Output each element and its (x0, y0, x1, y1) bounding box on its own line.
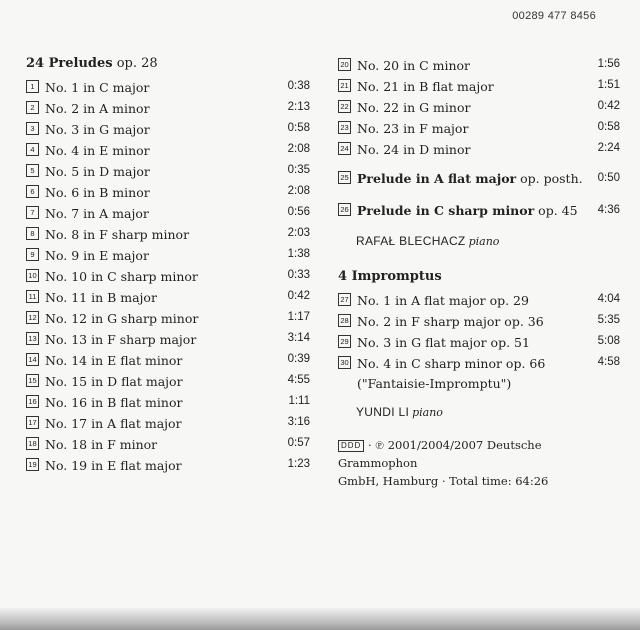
track-number-box: 17 (26, 416, 39, 429)
track-title: Prelude in A flat major op. posth. (357, 170, 583, 186)
track-row-1 (26, 76, 310, 97)
track-title: No. 23 in F major (357, 121, 469, 136)
track-title: No. 19 in E flat major (45, 458, 182, 473)
track-number-box: 2 (26, 101, 39, 114)
track-number-box: 27 (338, 293, 351, 306)
track-title: No. 1 in A flat major op. 29 (357, 293, 529, 308)
track-duration: 2:13 (287, 101, 310, 113)
track-number-box: 13 (26, 332, 39, 345)
track-row-17 (26, 412, 310, 433)
track-title: No. 10 in C sharp minor (45, 269, 198, 284)
track-duration: 3:14 (287, 332, 310, 344)
track-row-29 (338, 331, 620, 352)
page-bottom-edge (0, 608, 640, 630)
copyright-line-1: · ℗ 2001/2004/2007 Deutsche Grammophon (338, 438, 542, 470)
track-number-box: 20 (338, 58, 351, 71)
track-number-box: 7 (26, 206, 39, 219)
track-title: No. 21 in B flat major (357, 79, 494, 94)
track-duration: 2:08 (287, 185, 310, 197)
track-title: No. 1 in C major (45, 80, 150, 95)
track-number-box: 11 (26, 290, 39, 303)
track-duration: 1:38 (287, 248, 310, 260)
track-duration: 5:08 (597, 335, 620, 347)
track-duration: 0:38 (287, 80, 310, 92)
track-number-box: 15 (26, 374, 39, 387)
track-row-30 (338, 352, 620, 373)
track-number-box: 10 (26, 269, 39, 282)
track-number-box: 26 (338, 203, 351, 216)
track-duration: 2:03 (287, 227, 310, 239)
track-row-5 (26, 160, 310, 181)
track-title: No. 6 in B minor (45, 185, 150, 200)
track-row-15 (26, 370, 310, 391)
track-number-box: 24 (338, 142, 351, 155)
track-row-20 (338, 54, 620, 75)
track-title: No. 17 in A flat major (45, 416, 182, 431)
track-duration: 0:57 (287, 437, 310, 449)
track-row-14 (26, 349, 310, 370)
track-duration: 4:04 (597, 293, 620, 305)
track-duration: 1:23 (287, 458, 310, 470)
track-title: No. 12 in G sharp minor (45, 311, 199, 326)
track-duration: 0:58 (597, 121, 620, 133)
track-number-box: 22 (338, 100, 351, 113)
copyright-line-2: GmbH, Hamburg · Total time: 64:26 (338, 474, 549, 488)
track-title: No. 2 in F sharp major op. 36 (357, 314, 544, 329)
track-row-18 (26, 433, 310, 454)
track-duration: 0:33 (287, 269, 310, 281)
artist-blechacz: RAFAŁ BLECHACZ piano (356, 234, 500, 248)
track-duration: 0:50 (597, 172, 620, 184)
ddd-badge: DDD (338, 440, 364, 452)
track-title: No. 24 in D minor (357, 142, 471, 157)
track-row-6 (26, 181, 310, 202)
track-number-box: 23 (338, 121, 351, 134)
copyright-footer (338, 436, 620, 490)
track-title: No. 3 in G major (45, 122, 150, 137)
track-title: No. 11 in B major (45, 290, 157, 305)
track-number-box: 18 (26, 437, 39, 450)
preludes-track-list-right (338, 54, 620, 159)
track-row-13 (26, 328, 310, 349)
track-duration: 2:24 (597, 142, 620, 154)
track-row-28 (338, 310, 620, 331)
track-title: No. 14 in E flat minor (45, 353, 183, 368)
track-number-box: 16 (26, 395, 39, 408)
track-number-box: 3 (26, 122, 39, 135)
track-duration: 1:56 (597, 58, 620, 70)
track-row-2 (26, 97, 310, 118)
track-number-box: 12 (26, 311, 39, 324)
preludes-title: 24 Preludes (26, 56, 113, 71)
preludes-heading (26, 54, 310, 74)
track-title: No. 7 in A major (45, 206, 149, 221)
track-row-12 (26, 307, 310, 328)
track-duration: 0:58 (287, 122, 310, 134)
track-title: No. 4 in E minor (45, 143, 150, 158)
track-title: Prelude in C sharp minor op. 45 (357, 202, 578, 218)
track-row-4 (26, 139, 310, 160)
track-title: No. 20 in C minor (357, 58, 471, 73)
track-duration: 0:56 (287, 206, 310, 218)
track-title: No. 8 in F sharp minor (45, 227, 190, 242)
preludes-track-list-left (26, 76, 310, 475)
track-duration: 0:42 (287, 290, 310, 302)
track-row-21 (338, 75, 620, 96)
track-number-box: 19 (26, 458, 39, 471)
track-duration: 4:58 (597, 356, 620, 368)
track-number-box: 25 (338, 171, 351, 184)
track-number-box: 14 (26, 353, 39, 366)
track-row-11 (26, 286, 310, 307)
track-number-box: 1 (26, 80, 39, 93)
track-row-26 (338, 197, 620, 223)
track-duration: 0:39 (287, 353, 310, 365)
track-title: No. 2 in A minor (45, 101, 150, 116)
track-number-box: 29 (338, 335, 351, 348)
track-duration: 0:35 (287, 164, 310, 176)
left-column (26, 54, 310, 475)
artist-yundi-li: YUNDI LI piano (356, 405, 443, 419)
track-duration: 4:55 (287, 374, 310, 386)
track-title: No. 18 in F minor (45, 437, 158, 452)
track-title: No. 3 in G flat major op. 51 (357, 335, 530, 350)
track-row-8 (26, 223, 310, 244)
track-row-24 (338, 138, 620, 159)
track-duration: 4:36 (597, 204, 620, 216)
catalog-number: 00289 477 8456 (512, 10, 596, 22)
track-duration: 2:08 (287, 143, 310, 155)
track-row-7 (26, 202, 310, 223)
track-title: No. 22 in G minor (357, 100, 471, 115)
track-duration: 1:17 (287, 311, 310, 323)
artist-role: piano (468, 235, 500, 248)
impromptu-subtitle: ("Fantaisie-Impromptu") (357, 376, 512, 391)
track-title: No. 16 in B flat minor (45, 395, 183, 410)
track-number-box: 4 (26, 143, 39, 156)
track-title: No. 9 in E major (45, 248, 149, 263)
track-row-27 (338, 289, 620, 310)
track-row-3 (26, 118, 310, 139)
track-duration: 1:11 (288, 395, 310, 407)
track-row-25 (338, 165, 620, 191)
track-number-box: 5 (26, 164, 39, 177)
track-duration: 0:42 (597, 100, 620, 112)
track-row-16 (26, 391, 310, 412)
track-number-box: 9 (26, 248, 39, 261)
track-row-19 (26, 454, 310, 475)
track-title: No. 5 in D major (45, 164, 150, 179)
track-number-box: 21 (338, 79, 351, 92)
track-duration: 1:51 (597, 79, 620, 91)
track-title: No. 4 in C sharp minor op. 66 (357, 356, 546, 371)
track-title: No. 13 in F sharp major (45, 332, 197, 347)
track-duration: 5:35 (597, 314, 620, 326)
preludes-opus: op. 28 (112, 56, 158, 71)
right-column (338, 54, 620, 490)
track-title: No. 15 in D flat major (45, 374, 183, 389)
track-number-box: 30 (338, 356, 351, 369)
track-number-box: 6 (26, 185, 39, 198)
impromptus-track-list (338, 289, 620, 373)
track-row-10 (26, 265, 310, 286)
track-row-9 (26, 244, 310, 265)
track-number-box: 8 (26, 227, 39, 240)
impromptus-heading: 4 Impromptus (338, 269, 442, 284)
artist-role: piano (412, 406, 443, 419)
track-number-box: 28 (338, 314, 351, 327)
track-row-23 (338, 117, 620, 138)
track-row-22 (338, 96, 620, 117)
track-duration: 3:16 (287, 416, 310, 428)
